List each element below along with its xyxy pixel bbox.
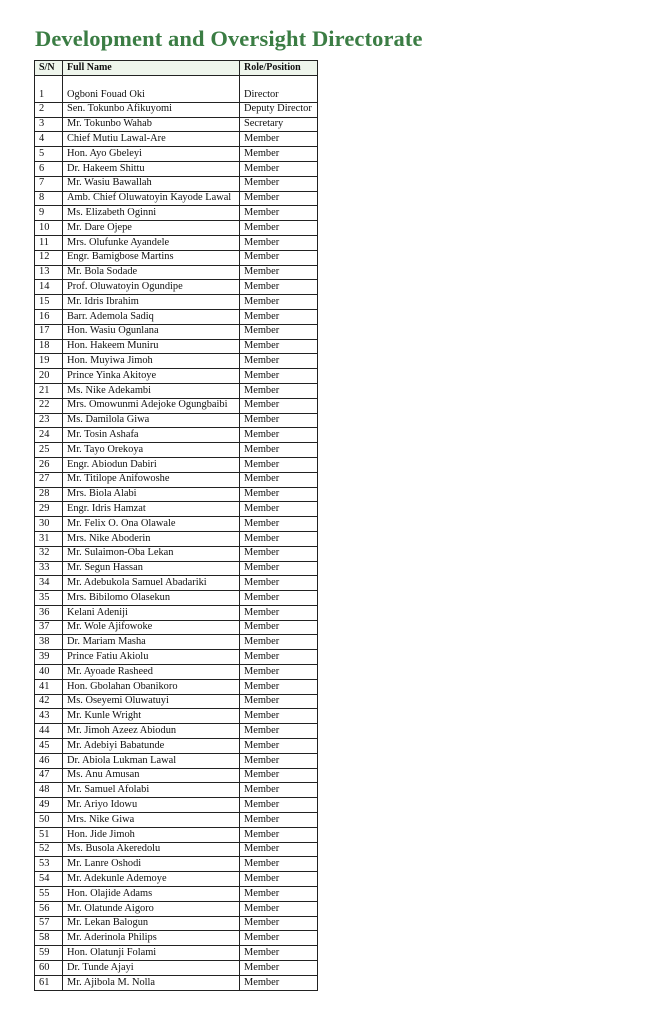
cell-full-name: Hon. Muyiwa Jimoh xyxy=(63,354,240,369)
cell-sn: 21 xyxy=(35,383,63,398)
table-row xyxy=(35,235,318,250)
table-row xyxy=(35,88,318,102)
cell-role: Member xyxy=(240,753,318,768)
cell-role: Member xyxy=(240,295,318,310)
cell-sn: 57 xyxy=(35,916,63,931)
cell-full-name: Kelani Adeniji xyxy=(63,605,240,620)
cell-sn: 6 xyxy=(35,161,63,176)
cell-role: Member xyxy=(240,472,318,487)
directorate-table xyxy=(34,60,318,991)
cell-sn: 41 xyxy=(35,679,63,694)
table-row xyxy=(35,413,318,428)
table-row xyxy=(35,665,318,680)
table-row xyxy=(35,457,318,472)
cell-sn: 48 xyxy=(35,783,63,798)
table-row xyxy=(35,102,318,117)
cell-full-name: Hon. Jide Jimoh xyxy=(63,827,240,842)
cell-sn: 31 xyxy=(35,531,63,546)
cell-sn: 53 xyxy=(35,857,63,872)
cell-full-name: Mr. Adebukola Samuel Abadariki xyxy=(63,576,240,591)
table-row xyxy=(35,147,318,162)
table-row xyxy=(35,398,318,413)
cell-full-name: Mr. Segun Hassan xyxy=(63,561,240,576)
table-row xyxy=(35,813,318,828)
cell-sn: 37 xyxy=(35,620,63,635)
cell-full-name: Ms. Nike Adekambi xyxy=(63,383,240,398)
table-row xyxy=(35,842,318,857)
table-row xyxy=(35,176,318,191)
cell-role: Member xyxy=(240,916,318,931)
cell-full-name: Mr. Tayo Orekoya xyxy=(63,443,240,458)
cell-full-name: Barr. Ademola Sadiq xyxy=(63,309,240,324)
cell-full-name: Mr. Kunle Wright xyxy=(63,709,240,724)
cell-role: Member xyxy=(240,147,318,162)
table-row xyxy=(35,931,318,946)
cell-full-name: Mr. Ariyo Idowu xyxy=(63,798,240,813)
cell-full-name: Mrs. Olufunke Ayandele xyxy=(63,235,240,250)
cell-role: Member xyxy=(240,176,318,191)
cell-full-name: Ms. Damilola Giwa xyxy=(63,413,240,428)
cell-role: Member xyxy=(240,694,318,709)
cell-full-name: Prince Fatiu Akiolu xyxy=(63,650,240,665)
cell-sn: 42 xyxy=(35,694,63,709)
table-row xyxy=(35,620,318,635)
cell-role: Member xyxy=(240,309,318,324)
table-row xyxy=(35,561,318,576)
table-row xyxy=(35,916,318,931)
cell-full-name: Mr. Tokunbo Wahab xyxy=(63,117,240,132)
cell-full-name: Sen. Tokunbo Afikuyomi xyxy=(63,102,240,117)
cell-full-name: Mr. Lekan Balogun xyxy=(63,916,240,931)
cell-role: Member xyxy=(240,265,318,280)
table-row xyxy=(35,739,318,754)
cell-sn: 54 xyxy=(35,872,63,887)
cell-role: Member xyxy=(240,679,318,694)
cell-full-name: Engr. Abiodun Dabiri xyxy=(63,457,240,472)
cell-role: Member xyxy=(240,813,318,828)
cell-sn: 43 xyxy=(35,709,63,724)
cell-full-name: Mr. Felix O. Ona Olawale xyxy=(63,517,240,532)
column-header-full-name: Full Name xyxy=(63,61,240,76)
cell-full-name: Hon. Gbolahan Obanikoro xyxy=(63,679,240,694)
cell-full-name: Mr. Wole Ajifowoke xyxy=(63,620,240,635)
table-row xyxy=(35,221,318,236)
cell-role: Member xyxy=(240,724,318,739)
cell-sn: 24 xyxy=(35,428,63,443)
table-row xyxy=(35,517,318,532)
cell-role: Member xyxy=(240,487,318,502)
cell-full-name: Ms. Busola Akeredolu xyxy=(63,842,240,857)
table-row xyxy=(35,161,318,176)
table-row xyxy=(35,295,318,310)
table-row xyxy=(35,709,318,724)
cell-role: Secretary xyxy=(240,117,318,132)
cell-sn: 25 xyxy=(35,443,63,458)
cell-sn: 49 xyxy=(35,798,63,813)
cell-sn: 36 xyxy=(35,605,63,620)
cell-sn: 20 xyxy=(35,369,63,384)
cell-full-name: Hon. Ayo Gbeleyi xyxy=(63,147,240,162)
cell-role: Member xyxy=(240,709,318,724)
table-row xyxy=(35,487,318,502)
cell-sn: 23 xyxy=(35,413,63,428)
cell-role: Member xyxy=(240,739,318,754)
cell-sn: 14 xyxy=(35,280,63,295)
cell-role: Member xyxy=(240,383,318,398)
cell-full-name: Engr. Bamigbose Martins xyxy=(63,250,240,265)
cell-role: Member xyxy=(240,783,318,798)
cell-sn: 5 xyxy=(35,147,63,162)
table-row xyxy=(35,872,318,887)
cell-full-name: Dr. Abiola Lukman Lawal xyxy=(63,753,240,768)
cell-full-name: Mr. Adebiyi Babatunde xyxy=(63,739,240,754)
cell-sn: 18 xyxy=(35,339,63,354)
cell-sn: 30 xyxy=(35,517,63,532)
cell-sn: 15 xyxy=(35,295,63,310)
column-header-role: Role/Position xyxy=(240,61,318,76)
cell-role: Member xyxy=(240,620,318,635)
cell-role: Member xyxy=(240,161,318,176)
cell-role: Member xyxy=(240,517,318,532)
cell-full-name: Hon. Olajide Adams xyxy=(63,887,240,902)
cell-full-name: Ms. Elizabeth Oginni xyxy=(63,206,240,221)
table-row xyxy=(35,265,318,280)
table-row xyxy=(35,827,318,842)
cell-full-name: Mr. Samuel Afolabi xyxy=(63,783,240,798)
table-row xyxy=(35,576,318,591)
cell-role: Member xyxy=(240,901,318,916)
table-row xyxy=(35,428,318,443)
cell-sn: 10 xyxy=(35,221,63,236)
cell-role: Member xyxy=(240,635,318,650)
cell-sn: 45 xyxy=(35,739,63,754)
cell-sn: 50 xyxy=(35,813,63,828)
table-row xyxy=(35,132,318,147)
cell-sn: 19 xyxy=(35,354,63,369)
cell-role: Member xyxy=(240,546,318,561)
cell-role: Member xyxy=(240,250,318,265)
table-row xyxy=(35,798,318,813)
cell-full-name: Dr. Tunde Ajayi xyxy=(63,961,240,976)
cell-sn: 7 xyxy=(35,176,63,191)
cell-full-name: Ms. Anu Amusan xyxy=(63,768,240,783)
cell-full-name: Mrs. Bibilomo Olasekun xyxy=(63,591,240,606)
cell-sn: 51 xyxy=(35,827,63,842)
cell-sn: 29 xyxy=(35,502,63,517)
table-row xyxy=(35,117,318,132)
table-row xyxy=(35,531,318,546)
cell-sn: 44 xyxy=(35,724,63,739)
cell-sn: 40 xyxy=(35,665,63,680)
cell-role: Member xyxy=(240,413,318,428)
cell-role: Member xyxy=(240,206,318,221)
cell-sn: 8 xyxy=(35,191,63,206)
table-row xyxy=(35,887,318,902)
cell-full-name: Mrs. Biola Alabi xyxy=(63,487,240,502)
cell-sn: 39 xyxy=(35,650,63,665)
table-row xyxy=(35,472,318,487)
spacer-row xyxy=(35,76,318,89)
cell-role: Member xyxy=(240,887,318,902)
cell-sn: 60 xyxy=(35,961,63,976)
cell-role: Member xyxy=(240,235,318,250)
table-row xyxy=(35,280,318,295)
cell-sn: 2 xyxy=(35,102,63,117)
cell-full-name: Mr. Idris Ibrahim xyxy=(63,295,240,310)
cell-role: Member xyxy=(240,768,318,783)
cell-sn: 47 xyxy=(35,768,63,783)
table-row xyxy=(35,324,318,339)
table-row xyxy=(35,783,318,798)
cell-sn: 17 xyxy=(35,324,63,339)
cell-role: Member xyxy=(240,369,318,384)
cell-role: Member xyxy=(240,443,318,458)
cell-full-name: Mr. Titilope Anifowoshe xyxy=(63,472,240,487)
cell-full-name: Mr. Jimoh Azeez Abiodun xyxy=(63,724,240,739)
table-row xyxy=(35,339,318,354)
cell-full-name: Ms. Oseyemi Oluwatuyi xyxy=(63,694,240,709)
table-body xyxy=(35,76,318,991)
cell-role: Member xyxy=(240,221,318,236)
table-row xyxy=(35,753,318,768)
cell-role: Member xyxy=(240,946,318,961)
cell-role: Member xyxy=(240,827,318,842)
cell-full-name: Prof. Oluwatoyin Ogundipe xyxy=(63,280,240,295)
table-row xyxy=(35,635,318,650)
table-row xyxy=(35,191,318,206)
cell-full-name: Mr. Aderinola Philips xyxy=(63,931,240,946)
cell-full-name: Ogboni Fouad Oki xyxy=(63,88,240,102)
cell-role: Director xyxy=(240,88,318,102)
cell-full-name: Mr. Ayoade Rasheed xyxy=(63,665,240,680)
cell-role: Member xyxy=(240,650,318,665)
cell-sn: 52 xyxy=(35,842,63,857)
cell-sn: 3 xyxy=(35,117,63,132)
cell-full-name: Mr. Olatunde Aigoro xyxy=(63,901,240,916)
cell-role: Member xyxy=(240,576,318,591)
cell-role: Member xyxy=(240,191,318,206)
cell-role: Member xyxy=(240,842,318,857)
table-row xyxy=(35,901,318,916)
table-row xyxy=(35,679,318,694)
table-row xyxy=(35,354,318,369)
cell-sn: 28 xyxy=(35,487,63,502)
cell-sn: 35 xyxy=(35,591,63,606)
cell-full-name: Mrs. Nike Aboderin xyxy=(63,531,240,546)
cell-role: Member xyxy=(240,339,318,354)
cell-role: Member xyxy=(240,398,318,413)
cell-sn: 9 xyxy=(35,206,63,221)
column-header-sn: S/N xyxy=(35,61,63,76)
cell-full-name: Chief Mutiu Lawal-Are xyxy=(63,132,240,147)
cell-role: Member xyxy=(240,354,318,369)
table-row xyxy=(35,946,318,961)
cell-role: Deputy Director xyxy=(240,102,318,117)
cell-sn: 55 xyxy=(35,887,63,902)
cell-sn: 33 xyxy=(35,561,63,576)
cell-sn: 34 xyxy=(35,576,63,591)
cell-role: Member xyxy=(240,961,318,976)
cell-full-name: Mr. Adekunle Ademoye xyxy=(63,872,240,887)
table-row xyxy=(35,546,318,561)
table-row xyxy=(35,369,318,384)
cell-role: Member xyxy=(240,502,318,517)
table-row xyxy=(35,650,318,665)
table-row xyxy=(35,768,318,783)
table-row xyxy=(35,724,318,739)
cell-role: Member xyxy=(240,324,318,339)
cell-full-name: Hon. Wasiu Ogunlana xyxy=(63,324,240,339)
cell-full-name: Mr. Wasiu Bawallah xyxy=(63,176,240,191)
cell-full-name: Mr. Bola Sodade xyxy=(63,265,240,280)
cell-role: Member xyxy=(240,975,318,990)
page-title: Development and Oversight Directorate xyxy=(35,26,423,51)
cell-full-name: Mr. Tosin Ashafa xyxy=(63,428,240,443)
cell-full-name: Hon. Olatunji Folami xyxy=(63,946,240,961)
cell-role: Member xyxy=(240,531,318,546)
cell-role: Member xyxy=(240,798,318,813)
table-row xyxy=(35,443,318,458)
cell-role: Member xyxy=(240,457,318,472)
cell-sn: 12 xyxy=(35,250,63,265)
cell-role: Member xyxy=(240,931,318,946)
cell-full-name: Amb. Chief Oluwatoyin Kayode Lawal xyxy=(63,191,240,206)
cell-sn: 59 xyxy=(35,946,63,961)
table-row xyxy=(35,502,318,517)
table-row xyxy=(35,857,318,872)
cell-sn: 11 xyxy=(35,235,63,250)
cell-sn: 22 xyxy=(35,398,63,413)
table-row xyxy=(35,975,318,990)
cell-full-name: Hon. Hakeem Muniru xyxy=(63,339,240,354)
table-row xyxy=(35,383,318,398)
table-row xyxy=(35,206,318,221)
cell-role: Member xyxy=(240,665,318,680)
table-row xyxy=(35,605,318,620)
cell-role: Member xyxy=(240,280,318,295)
table-row xyxy=(35,961,318,976)
cell-sn: 26 xyxy=(35,457,63,472)
cell-sn: 38 xyxy=(35,635,63,650)
cell-sn: 32 xyxy=(35,546,63,561)
cell-sn: 46 xyxy=(35,753,63,768)
table-row xyxy=(35,250,318,265)
cell-sn: 27 xyxy=(35,472,63,487)
cell-sn: 61 xyxy=(35,975,63,990)
cell-full-name: Mr. Sulaimon-Oba Lekan xyxy=(63,546,240,561)
table-row xyxy=(35,309,318,324)
cell-full-name: Dr. Mariam Masha xyxy=(63,635,240,650)
table-header-row xyxy=(35,61,318,76)
cell-full-name: Mr. Ajibola M. Nolla xyxy=(63,975,240,990)
cell-role: Member xyxy=(240,605,318,620)
table-row xyxy=(35,591,318,606)
cell-sn: 16 xyxy=(35,309,63,324)
cell-sn: 58 xyxy=(35,931,63,946)
cell-full-name: Mr. Lanre Oshodi xyxy=(63,857,240,872)
cell-sn: 4 xyxy=(35,132,63,147)
cell-full-name: Mrs. Omowunmi Adejoke Ogungbaibi xyxy=(63,398,240,413)
cell-full-name: Mr. Dare Ojepe xyxy=(63,221,240,236)
cell-full-name: Dr. Hakeem Shittu xyxy=(63,161,240,176)
table-row xyxy=(35,694,318,709)
cell-full-name: Prince Yinka Akitoye xyxy=(63,369,240,384)
cell-role: Member xyxy=(240,561,318,576)
cell-role: Member xyxy=(240,428,318,443)
cell-role: Member xyxy=(240,591,318,606)
cell-role: Member xyxy=(240,857,318,872)
cell-role: Member xyxy=(240,872,318,887)
cell-full-name: Engr. Idris Hamzat xyxy=(63,502,240,517)
cell-sn: 1 xyxy=(35,88,63,102)
cell-sn: 56 xyxy=(35,901,63,916)
cell-full-name: Mrs. Nike Giwa xyxy=(63,813,240,828)
cell-role: Member xyxy=(240,132,318,147)
cell-sn: 13 xyxy=(35,265,63,280)
